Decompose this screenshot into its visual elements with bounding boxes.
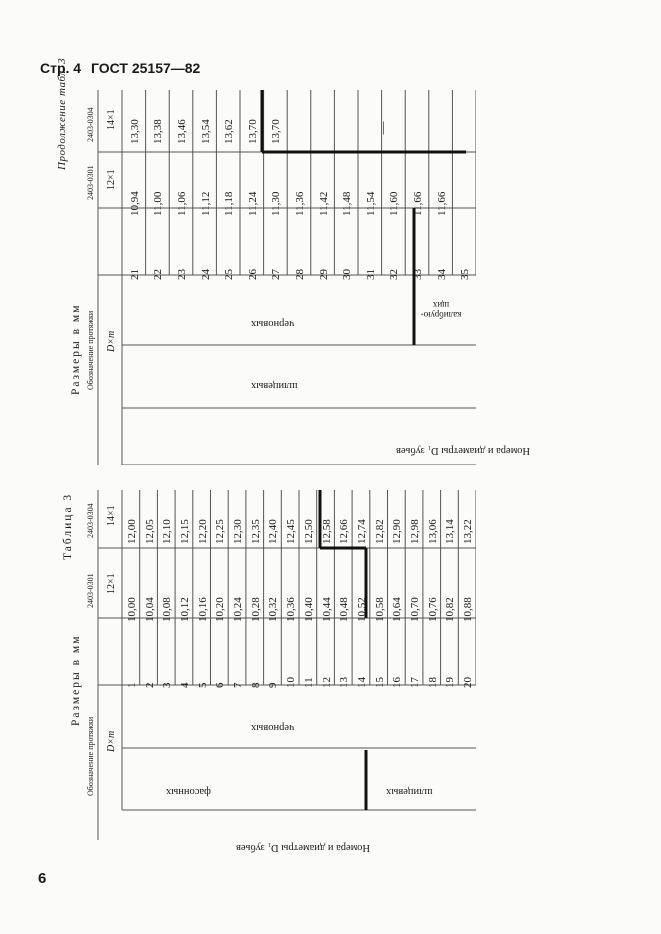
bottom-cell-n: 4 <box>178 682 191 688</box>
bottom-cell-b: 12,82 <box>373 519 386 544</box>
bottom-cell-n: 2 <box>143 682 156 688</box>
bottom-12x1-text: 12×1 <box>106 573 117 594</box>
top-cell-a: 11,06 <box>176 191 188 216</box>
bottom-cell-b: 12,00 <box>125 519 138 544</box>
top-cell-n: 27 <box>270 269 283 280</box>
top-cell-n: 32 <box>388 269 401 280</box>
top-cell-n: 29 <box>317 269 330 280</box>
top-designation-text: Обозначение протяжки <box>86 310 95 390</box>
top-cell-n: 33 <box>412 269 424 280</box>
bottom-cell-a: 10,28 <box>249 597 262 622</box>
bottom-cell-b: 12,10 <box>161 519 174 544</box>
bottom-units-text: Размеры в мм <box>70 634 82 726</box>
bottom-cell-b: 12,40 <box>267 519 280 544</box>
bottom-cell-b: 12,30 <box>232 519 245 544</box>
bottom-dxm-text: D×m <box>106 730 117 752</box>
top-12x1-text: 12×1 <box>106 169 117 190</box>
top-cell-a: 11,54 <box>364 191 377 216</box>
bottom-cell-b: 12,50 <box>302 519 315 544</box>
bottom-cell-b: 12,98 <box>409 519 422 544</box>
bottom-cell-n: 1 <box>125 682 138 688</box>
bottom-cell-a: 10,24 <box>232 597 245 622</box>
top-cell-a: 11,60 <box>388 191 401 216</box>
bottom-cell-b: 12,74 <box>355 519 368 544</box>
top-cell-n: 34 <box>435 269 448 280</box>
header-standard: ГОСТ 25157—82 <box>90 60 201 76</box>
bottom-cell-a: 10,36 <box>285 597 298 622</box>
top-cell-b: 13,38 <box>152 119 165 144</box>
bottom-14x1-text: 14×1 <box>106 505 117 526</box>
bottom-cell-n: 5 <box>196 682 209 688</box>
top-cell-a: 11,48 <box>341 191 354 216</box>
top-2403-0304-text: 2403-0304 <box>86 107 95 142</box>
top-14x1-text: 14×1 <box>106 109 117 130</box>
bottom-title-text: Таблица 3 <box>62 492 74 560</box>
bottom-cell-b: 12,15 <box>178 519 191 544</box>
bottom-cell-a: 10,04 <box>143 597 156 622</box>
bottom-cell-b: 13,22 <box>462 519 475 544</box>
top-cell-a: 11,66 <box>412 191 424 216</box>
top-cell-a: 11,30 <box>270 191 283 216</box>
bottom-cell-a: 10,52 <box>355 597 368 622</box>
bottom-cell-a: 10,12 <box>178 597 191 622</box>
top-cell-a: 11,66 <box>435 191 448 216</box>
bottom-2403-0304-text: 2403-0304 <box>86 503 95 538</box>
bottom-cell-a: 10,76 <box>426 597 439 622</box>
bottom-2403-0301-text: 2403-0301 <box>86 573 95 608</box>
bottom-cell-n: 14 <box>355 677 368 688</box>
top-group-shlicevyh: шлицевых <box>251 380 298 391</box>
top-cell-a: 11,00 <box>152 191 165 216</box>
top-group-numbers: Номера и диаметры D₁ зубьев <box>396 445 530 456</box>
bottom-cell-a: 10,08 <box>161 597 174 622</box>
top-cell-b: 13,70 <box>270 119 283 144</box>
bottom-cell-b: 12,35 <box>249 519 262 544</box>
top-cell-n: 25 <box>223 269 236 280</box>
bottom-group-numbers: Номера и диаметры D₁ зубьев <box>236 842 370 853</box>
top-cell-n: 31 <box>364 269 377 280</box>
bottom-cell-a: 10,16 <box>196 597 209 622</box>
top-cell-n: 23 <box>176 269 188 280</box>
bottom-cell-n: 19 <box>444 677 457 688</box>
bottom-cell-b: 12,66 <box>338 519 351 544</box>
top-cell-n: 28 <box>294 269 306 280</box>
bottom-cell-n: 18 <box>426 677 439 688</box>
top-dxm-text: D×m <box>106 330 117 352</box>
bottom-cell-a: 10,40 <box>302 597 315 622</box>
bottom-cell-b: 12,25 <box>214 519 227 544</box>
bottom-cell-n: 15 <box>373 677 386 688</box>
bottom-cell-a: 10,64 <box>391 597 404 622</box>
bottom-cell-n: 12 <box>320 677 333 688</box>
bottom-cell-n: 11 <box>302 677 315 688</box>
top-cell-a: 11,24 <box>246 191 259 216</box>
bottom-cell-b: 12,05 <box>143 519 156 544</box>
top-units-text: Размеры в мм <box>70 303 82 395</box>
top-cell-n: 22 <box>152 269 165 280</box>
bottom-cell-b: 13,06 <box>426 519 439 544</box>
bottom-cell-n: 20 <box>462 677 475 688</box>
bottom-cell-a: 10,70 <box>409 597 422 622</box>
bottom-group-fasonnyh: фасонных <box>166 786 211 797</box>
top-cell-b: 13,30 <box>128 119 141 144</box>
top-cell-a: 11,36 <box>294 191 306 216</box>
top-cell-a: 11,12 <box>199 191 212 216</box>
bottom-cell-b: 12,45 <box>285 519 298 544</box>
top-2403-0301-text: 2403-0301 <box>86 165 95 200</box>
top-cell-b: 13,54 <box>199 119 212 144</box>
bottom-cell-a: 10,32 <box>267 597 280 622</box>
top-cell-a: 11,18 <box>223 191 236 216</box>
page-number: 6 <box>38 870 47 887</box>
top-cell-b: 13,62 <box>223 119 236 144</box>
bottom-cell-b: 13,14 <box>444 519 457 544</box>
bottom-cell-n: 13 <box>338 677 351 688</box>
top-cell-n: 24 <box>199 269 212 280</box>
bottom-cell-a: 10,20 <box>214 597 227 622</box>
bottom-group-chernovyh: черновых <box>251 722 295 733</box>
top-dash: — <box>374 121 390 135</box>
top-cell-n: 26 <box>246 269 259 280</box>
bottom-table-render <box>62 490 476 870</box>
top-cell-b: 13,46 <box>176 119 188 144</box>
top-cell-a: 10,94 <box>128 191 141 216</box>
bottom-cell-n: 6 <box>214 682 227 688</box>
bottom-cell-n: 10 <box>285 677 298 688</box>
bottom-cell-n: 7 <box>232 682 245 688</box>
bottom-cell-a: 10,82 <box>444 597 457 622</box>
bottom-cell-a: 10,58 <box>373 597 386 622</box>
top-group-chernovyh: черновых <box>251 318 295 329</box>
bottom-cell-a: 10,88 <box>462 597 475 622</box>
top-title-text: Продолжение табл. 3 <box>56 57 68 170</box>
top-cell-n: 35 <box>459 269 472 280</box>
bottom-cell-b: 12,20 <box>196 519 209 544</box>
bottom-cell-n: 3 <box>161 682 174 688</box>
bottom-cell-b: 12,58 <box>320 519 333 544</box>
top-cell-n: 21 <box>128 269 141 280</box>
bottom-group-shlicevyh: шлицевых <box>386 786 433 797</box>
top-group-kalibrujushhih: калибрую-щих <box>420 300 462 320</box>
top-cell-b: 13,70 <box>246 119 259 144</box>
bottom-cell-n: 8 <box>249 682 262 688</box>
bottom-cell-b: 12,90 <box>391 519 404 544</box>
bottom-cell-a: 10,00 <box>125 597 138 622</box>
top-cell-a: 11,42 <box>317 191 330 216</box>
bottom-cell-n: 17 <box>409 677 422 688</box>
bottom-cell-n: 9 <box>267 682 280 688</box>
header-page: Стр. 4 <box>40 60 82 76</box>
bottom-cell-a: 10,44 <box>320 597 333 622</box>
top-cell-n: 30 <box>341 269 354 280</box>
bottom-cell-a: 10,48 <box>338 597 351 622</box>
bottom-designation-text: Обозначение протяжки <box>86 716 95 796</box>
bottom-cell-n: 16 <box>391 677 404 688</box>
